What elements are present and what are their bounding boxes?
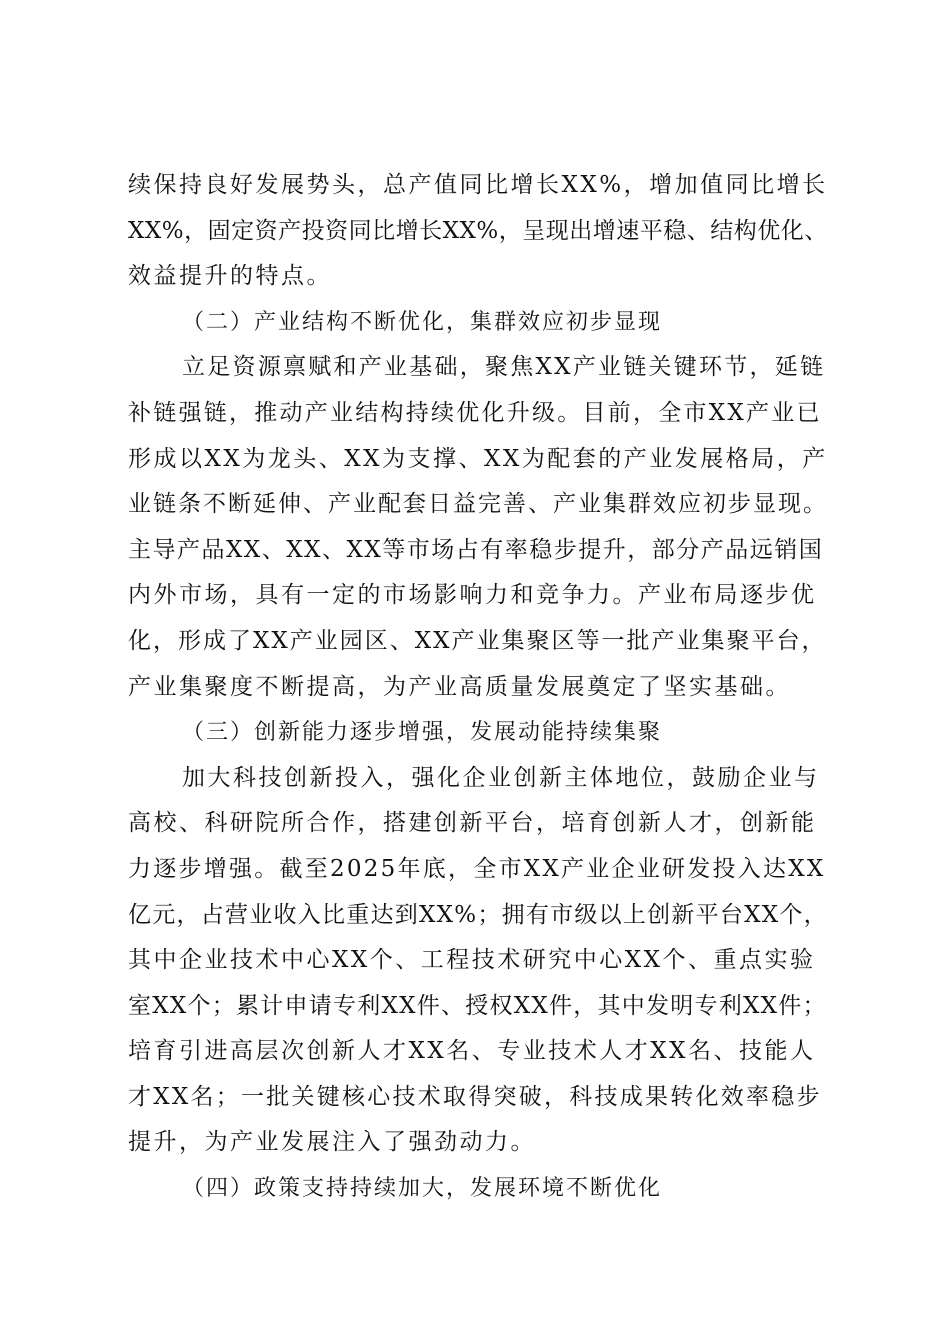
paragraph-line: 续保持良好发展势头，总产值同比增长XX%，增加值同比增长	[128, 172, 828, 198]
paragraph-line: 培育引进高层次创新人才XX名、专业技术人才XX名、技能人	[128, 1038, 816, 1065]
paragraph-line: 形成以XX为龙头、XX为支撑、XX为配套的产业发展格局，产	[128, 445, 828, 472]
paragraph-line: 才XX名；一批关键核心技术取得突破，科技成果转化效率稳步	[128, 1083, 822, 1110]
paragraph-line: 内外市场，具有一定的市场影响力和竞争力。产业布局逐步优	[128, 582, 817, 609]
paragraph-line: 亿元，占营业收入比重达到XX%；拥有市级以上创新平台XX个，	[128, 901, 828, 928]
paragraph-line: 力逐步增强。截至2025年底，全市XX产业企业研发投入达XX	[128, 855, 826, 882]
paragraph-line: 效益提升的特点。	[128, 263, 332, 290]
paragraph-line: 高校、科研院所合作，搭建创新平台，培育创新人才，创新能	[128, 810, 817, 837]
section-heading: （三）创新能力逐步增强，发展动能持续集聚	[182, 720, 663, 746]
section-heading: （二）产业结构不断优化，集群效应初步显现	[182, 309, 663, 335]
section-heading: （四）政策支持持续加大，发展环境不断优化	[182, 1176, 663, 1202]
paragraph-line: 提升，为产业发展注入了强劲动力。	[128, 1129, 536, 1156]
paragraph-line: 立足资源禀赋和产业基础，聚焦XX产业链关键环节，延链	[182, 354, 826, 381]
paragraph-line: XX%，固定资产投资同比增长XX%，呈现出增速平稳、结构优化、	[128, 217, 828, 244]
paragraph-line: 业链条不断延伸、产业配套日益完善、产业集群效应初步显现。	[128, 491, 828, 518]
paragraph-line: 加大科技创新投入，强化企业创新主体地位，鼓励企业与	[182, 764, 820, 791]
paragraph-line: 产业集聚度不断提高，为产业高质量发展奠定了坚实基础。	[128, 673, 791, 700]
paragraph-line: 补链强链，推动产业结构持续优化升级。目前，全市XX产业已	[128, 399, 822, 426]
paragraph-line: 主导产品XX、XX、XX等市场占有率稳步提升，部分产品远销国	[128, 536, 824, 563]
document-body	[128, 163, 828, 1212]
paragraph-line: 化，形成了XX产业园区、XX产业集聚区等一批产业集聚平台，	[128, 627, 827, 654]
paragraph-line: 其中企业技术中心XX个、工程技术研究中心XX个、重点实验	[128, 947, 816, 974]
paragraph-line: 室XX个；累计申请专利XX件、授权XX件，其中发明专利XX件；	[128, 992, 827, 1019]
